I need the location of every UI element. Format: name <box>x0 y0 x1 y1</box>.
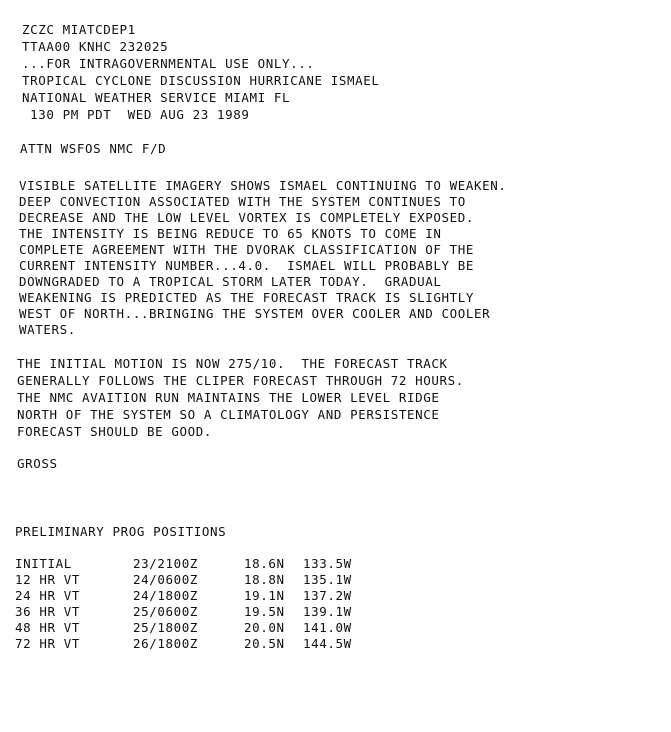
paragraph-1-line: DOWNGRADED TO A TROPICAL STORM LATER TODAY. GRADUAL <box>19 274 442 289</box>
header-line-product-code: TTAA00 KNHC 232025 <box>22 39 169 54</box>
paragraph-2-line: THE INITIAL MOTION IS NOW 275/10. THE FORECAST TRACK <box>17 356 448 371</box>
row-latitude: 20.0N <box>244 620 285 635</box>
row-label: INITIAL <box>15 556 72 571</box>
row-longitude: 133.5W <box>303 556 352 571</box>
row-time: 26/1800Z <box>133 636 199 651</box>
row-label: 48 HR VT <box>15 620 81 635</box>
row-label: 24 HR VT <box>15 588 81 603</box>
table-row <box>0 556 671 572</box>
paragraph-1-line: WEST OF NORTH...BRINGING THE SYSTEM OVER COOLER AND COOLER <box>19 306 491 321</box>
table-row <box>0 572 671 588</box>
paragraph-1-line: DEEP CONVECTION ASSOCIATED WITH THE SYSTEM CONTINUES TO <box>19 194 466 209</box>
table-row <box>0 604 671 620</box>
header-line-wmo-id: ZCZC MIATCDEP1 <box>22 22 136 37</box>
row-latitude: 19.5N <box>244 604 285 619</box>
positions-title: PRELIMINARY PROG POSITIONS <box>15 524 227 539</box>
header-line-distribution: ...FOR INTRAGOVERNMENTAL USE ONLY... <box>22 56 315 71</box>
header-line-datetime: 130 PM PDT WED AUG 23 1989 <box>22 107 250 122</box>
row-latitude: 18.8N <box>244 572 285 587</box>
row-time: 25/0600Z <box>133 604 199 619</box>
document-title: TROPICAL CYCLONE DISCUSSION HURRICANE ISMAEL <box>22 73 380 88</box>
row-label: 12 HR VT <box>15 572 81 587</box>
paragraph-1-line: DECREASE AND THE LOW LEVEL VORTEX IS COMPLETELY EXPOSED. <box>19 210 475 225</box>
row-longitude: 144.5W <box>303 636 352 651</box>
paragraph-1-line: THE INTENSITY IS BEING REDUCE TO 65 KNOTS TO COME IN <box>19 226 442 241</box>
row-longitude: 135.1W <box>303 572 352 587</box>
paragraph-2-line: GENERALLY FOLLOWS THE CLIPER FORECAST THROUGH 72 HOURS. <box>17 373 464 388</box>
row-longitude: 139.1W <box>303 604 352 619</box>
paragraph-2-line: NORTH OF THE SYSTEM SO A CLIMATOLOGY AND PERSISTENCE <box>17 407 440 422</box>
row-time: 25/1800Z <box>133 620 199 635</box>
paragraph-1-line: VISIBLE SATELLITE IMAGERY SHOWS ISMAEL CONTINUING TO WEAKEN. <box>19 178 507 193</box>
paragraph-2-line: THE NMC AVAITION RUN MAINTAINS THE LOWER LEVEL RIDGE <box>17 390 440 405</box>
paragraph-1-line: WATERS. <box>19 322 76 337</box>
row-longitude: 141.0W <box>303 620 352 635</box>
table-row <box>0 588 671 604</box>
paragraph-1-line: CURRENT INTENSITY NUMBER...4.0. ISMAEL WILL PROBABLY BE <box>19 258 475 273</box>
row-latitude: 18.6N <box>244 556 285 571</box>
row-label: 72 HR VT <box>15 636 81 651</box>
table-row <box>0 620 671 636</box>
row-longitude: 137.2W <box>303 588 352 603</box>
signature: GROSS <box>17 456 58 471</box>
attn-line: ATTN WSFOS NMC F/D <box>20 141 167 156</box>
row-label: 36 HR VT <box>15 604 81 619</box>
paragraph-1-line: COMPLETE AGREEMENT WITH THE DVORAK CLASSIFICATION OF THE <box>19 242 475 257</box>
header-line-office: NATIONAL WEATHER SERVICE MIAMI FL <box>22 90 291 105</box>
row-time: 23/2100Z <box>133 556 199 571</box>
row-latitude: 19.1N <box>244 588 285 603</box>
row-time: 24/1800Z <box>133 588 199 603</box>
paragraph-2-line: FORECAST SHOULD BE GOOD. <box>17 424 213 439</box>
paragraph-1-line: WEAKENING IS PREDICTED AS THE FORECAST TRACK IS SLIGHTLY <box>19 290 475 305</box>
row-latitude: 20.5N <box>244 636 285 651</box>
row-time: 24/0600Z <box>133 572 199 587</box>
table-row <box>0 636 671 652</box>
